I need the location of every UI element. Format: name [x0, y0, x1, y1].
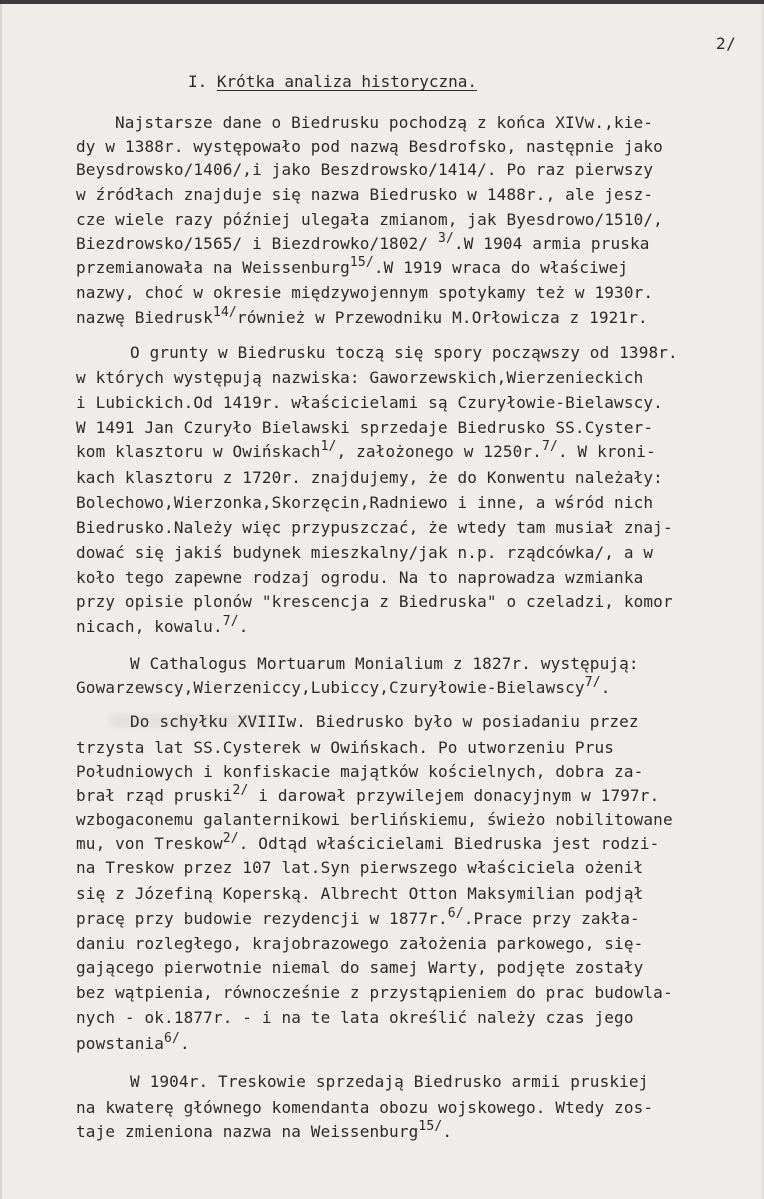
- text-segment: nazwę Biedrusk: [76, 308, 213, 327]
- text-segment: dować się jakiś budynek mieszkalny/jak n.p. rządcówka/, a w: [76, 543, 654, 562]
- text-segment: Biezdrowsko/1565/ i Biezdrowko/1802/: [76, 234, 438, 253]
- text-line: [76, 762, 643, 782]
- footnote-ref: 2/: [232, 783, 249, 798]
- text-line: [76, 137, 663, 157]
- text-line: [76, 518, 673, 538]
- text-segment: mu, von Treskow: [76, 834, 223, 853]
- text-line: [76, 393, 663, 413]
- text-segment: przemianowała na Weissenburg: [76, 258, 350, 277]
- text-line: [76, 468, 663, 488]
- text-segment: Najstarsze dane o Biedrusku pochodzą z końca XIVw.,kie-: [115, 113, 654, 132]
- text-line: [76, 418, 653, 438]
- text-line: [76, 983, 673, 1003]
- text-segment: w źródłach znajduje się nazwa Biedrusko w 1488r., ale jesz-: [76, 185, 654, 204]
- text-segment: dy w 1388r. występowało pod nazwą Besdrofsko, następnie jako: [76, 137, 663, 156]
- text-segment: również w Przewodniku M.Orłowicza z 1921r.: [236, 308, 648, 327]
- text-line: [76, 568, 643, 588]
- text-line: [76, 160, 653, 180]
- text-segment: W Cathalogus Mortuarum Monialium z 1827r. występują:: [130, 654, 639, 673]
- text-line: [130, 654, 639, 674]
- text-segment: .Prace przy zakła-: [463, 909, 640, 928]
- text-line: [76, 1098, 653, 1118]
- text-line: [76, 831, 660, 854]
- text-line: [76, 858, 643, 878]
- text-segment: , założonego w 1250r.: [336, 442, 542, 461]
- text-segment: w których występują nazwiska: Gaworzewskich,Wierzenieckich: [76, 368, 644, 387]
- text-line: [76, 675, 611, 698]
- text-segment: brał rząd pruski: [76, 786, 233, 805]
- text-segment: .: [442, 1122, 453, 1141]
- text-line: [76, 255, 629, 278]
- text-segment: . W kroni-: [557, 442, 656, 461]
- text-line: [76, 614, 249, 637]
- footnote-ref: 7/: [542, 439, 558, 454]
- text-line: [76, 884, 643, 904]
- footnote-ref: 3/: [437, 231, 454, 246]
- text-segment: kom klasztoru w Owińskach: [76, 442, 321, 461]
- text-segment: cze wiele razy później ulegała zmianom, jak Byesdrowo/1510/,: [76, 210, 663, 229]
- footnote-ref: 1/: [320, 439, 337, 454]
- text-segment: na kwaterę głównego komendanta obozu wojskowego. Wtedy zos-: [76, 1098, 654, 1117]
- text-segment: kach klasztoru z 1720r. znajdujemy, że do Konwentu należały:: [76, 468, 663, 487]
- text-line: [76, 185, 653, 205]
- text-segment: daniu rozległego, krajobrazowego założenia parkowego, się-: [76, 934, 644, 953]
- text-line: [76, 958, 643, 978]
- text-segment: .: [600, 678, 611, 697]
- footnote-ref: 15/: [349, 255, 374, 270]
- footnote-ref: 14/: [212, 305, 237, 320]
- page-edge-shadow: [760, 0, 764, 1199]
- text-segment: W 1904r. Treskowie sprzedają Biedrusko armii pruskiej: [130, 1072, 649, 1091]
- text-line: [76, 543, 653, 563]
- text-line: [76, 783, 660, 806]
- page-number: 2/: [716, 34, 737, 53]
- text-segment: przy opisie plonów "krescencja z Biedruska" o czeladzi, komor: [76, 592, 673, 611]
- text-segment: Do schyłku XVIIIw. Biedrusko było w posiadaniu przez: [130, 712, 639, 731]
- text-line: [76, 305, 648, 328]
- text-segment: koło tego zapewne rodzaj ogrodu. Na to naprowadza wzmianka: [76, 568, 644, 587]
- text-segment: W 1491 Jan Czuryło Bielawski sprzedaje Biedrusko SS.Cyster-: [76, 418, 654, 437]
- text-segment: Bolechowo,Wierzonka,Skorzęcin,Radniewo i inne, a wśród nich: [76, 493, 654, 512]
- text-line: [115, 113, 653, 133]
- text-segment: .: [180, 1034, 190, 1053]
- text-line: [76, 934, 643, 954]
- text-segment: bez wątpienia, równocześnie z przystąpieniem do prac budowla-: [76, 983, 673, 1002]
- text-segment: powstania: [76, 1034, 165, 1053]
- text-segment: .: [238, 617, 249, 636]
- text-segment: gającego pierwotnie niemal do samej Warty, podjęte zostały: [76, 958, 644, 977]
- text-segment: i darował przywilejem donacyjnym w 1797r.: [248, 786, 660, 805]
- text-segment: Biedrusko.Należy więc przypuszczać, że wtedy tam musiał znaj-: [76, 518, 673, 537]
- text-segment: . Odtąd właścicielami Biedruska jest rodzi-: [238, 834, 660, 853]
- text-line: [76, 1008, 634, 1028]
- text-line: [76, 1031, 190, 1054]
- text-line: [130, 1072, 649, 1092]
- section-number: I.: [188, 72, 208, 91]
- text-segment: i Lubickich.Od 1419r. właścicielami są Czuryłowie-Bielawscy.: [76, 393, 663, 412]
- section-title: Krótka analiza historyczna.: [216, 72, 477, 91]
- footnote-ref: 6/: [164, 1031, 181, 1046]
- footnote-ref: 2/: [222, 831, 239, 846]
- text-line: [76, 810, 673, 830]
- text-segment: nicach, kowalu.: [76, 617, 223, 636]
- text-segment: O grunty w Biedrusku toczą się spory począwszy od 1398r.: [130, 343, 678, 362]
- section-heading: [188, 72, 477, 91]
- text-segment: trzysta lat SS.Cysterek w Owińskach. Po utworzeniu Prus: [76, 738, 615, 757]
- text-line: [76, 231, 650, 254]
- text-line: [76, 210, 663, 230]
- footnote-ref: 6/: [447, 906, 464, 921]
- text-line: [76, 439, 656, 462]
- text-line: [76, 493, 653, 513]
- text-segment: Gowarzewscy,Wierzeniccy,Lubiccy,Czuryłowie-Bielawscy: [76, 678, 585, 697]
- text-segment: nych - ok.1877r. - i na te lata określić należy czas jego: [76, 1008, 634, 1027]
- text-segment: wzbogaconemu galanternikowi berlińskiemu, świeżo nobilitowane: [76, 810, 673, 829]
- text-segment: na Treskow przez 107 lat.Syn pierwszego właściciela ożenił: [76, 858, 644, 877]
- footnote-ref: 7/: [222, 614, 239, 629]
- text-segment: .W 1919 wraca do właściwej: [373, 258, 629, 277]
- text-segment: .W 1904 armia pruska: [453, 234, 650, 253]
- text-line: [76, 906, 640, 929]
- footnote-ref: 7/: [584, 675, 601, 690]
- text-segment: się z Józefiną Koperską. Albrecht Otton Maksymilian podjął: [76, 884, 644, 903]
- text-line: [130, 343, 678, 363]
- text-line: [76, 283, 653, 303]
- text-segment: nazwy, choć w okresie międzywojennym spotykamy też w 1930r.: [76, 283, 654, 302]
- text-line: [76, 738, 614, 758]
- text-segment: Południowych i konfiskacie majątków kościelnych, dobra za-: [76, 762, 644, 781]
- footnote-ref: 15/: [418, 1119, 443, 1134]
- text-segment: Beysdrowsko/1406/,i jako Beszdrowsko/1414/. Po raz pierwszy: [76, 160, 654, 179]
- text-segment: taje zmieniona nazwa na Weissenburg: [76, 1122, 419, 1141]
- text-line: [76, 592, 673, 612]
- text-line: [130, 712, 639, 732]
- text-segment: pracę przy budowie rezydencji w 1877r.: [76, 909, 448, 928]
- text-line: [76, 1119, 453, 1142]
- text-line: [76, 368, 643, 388]
